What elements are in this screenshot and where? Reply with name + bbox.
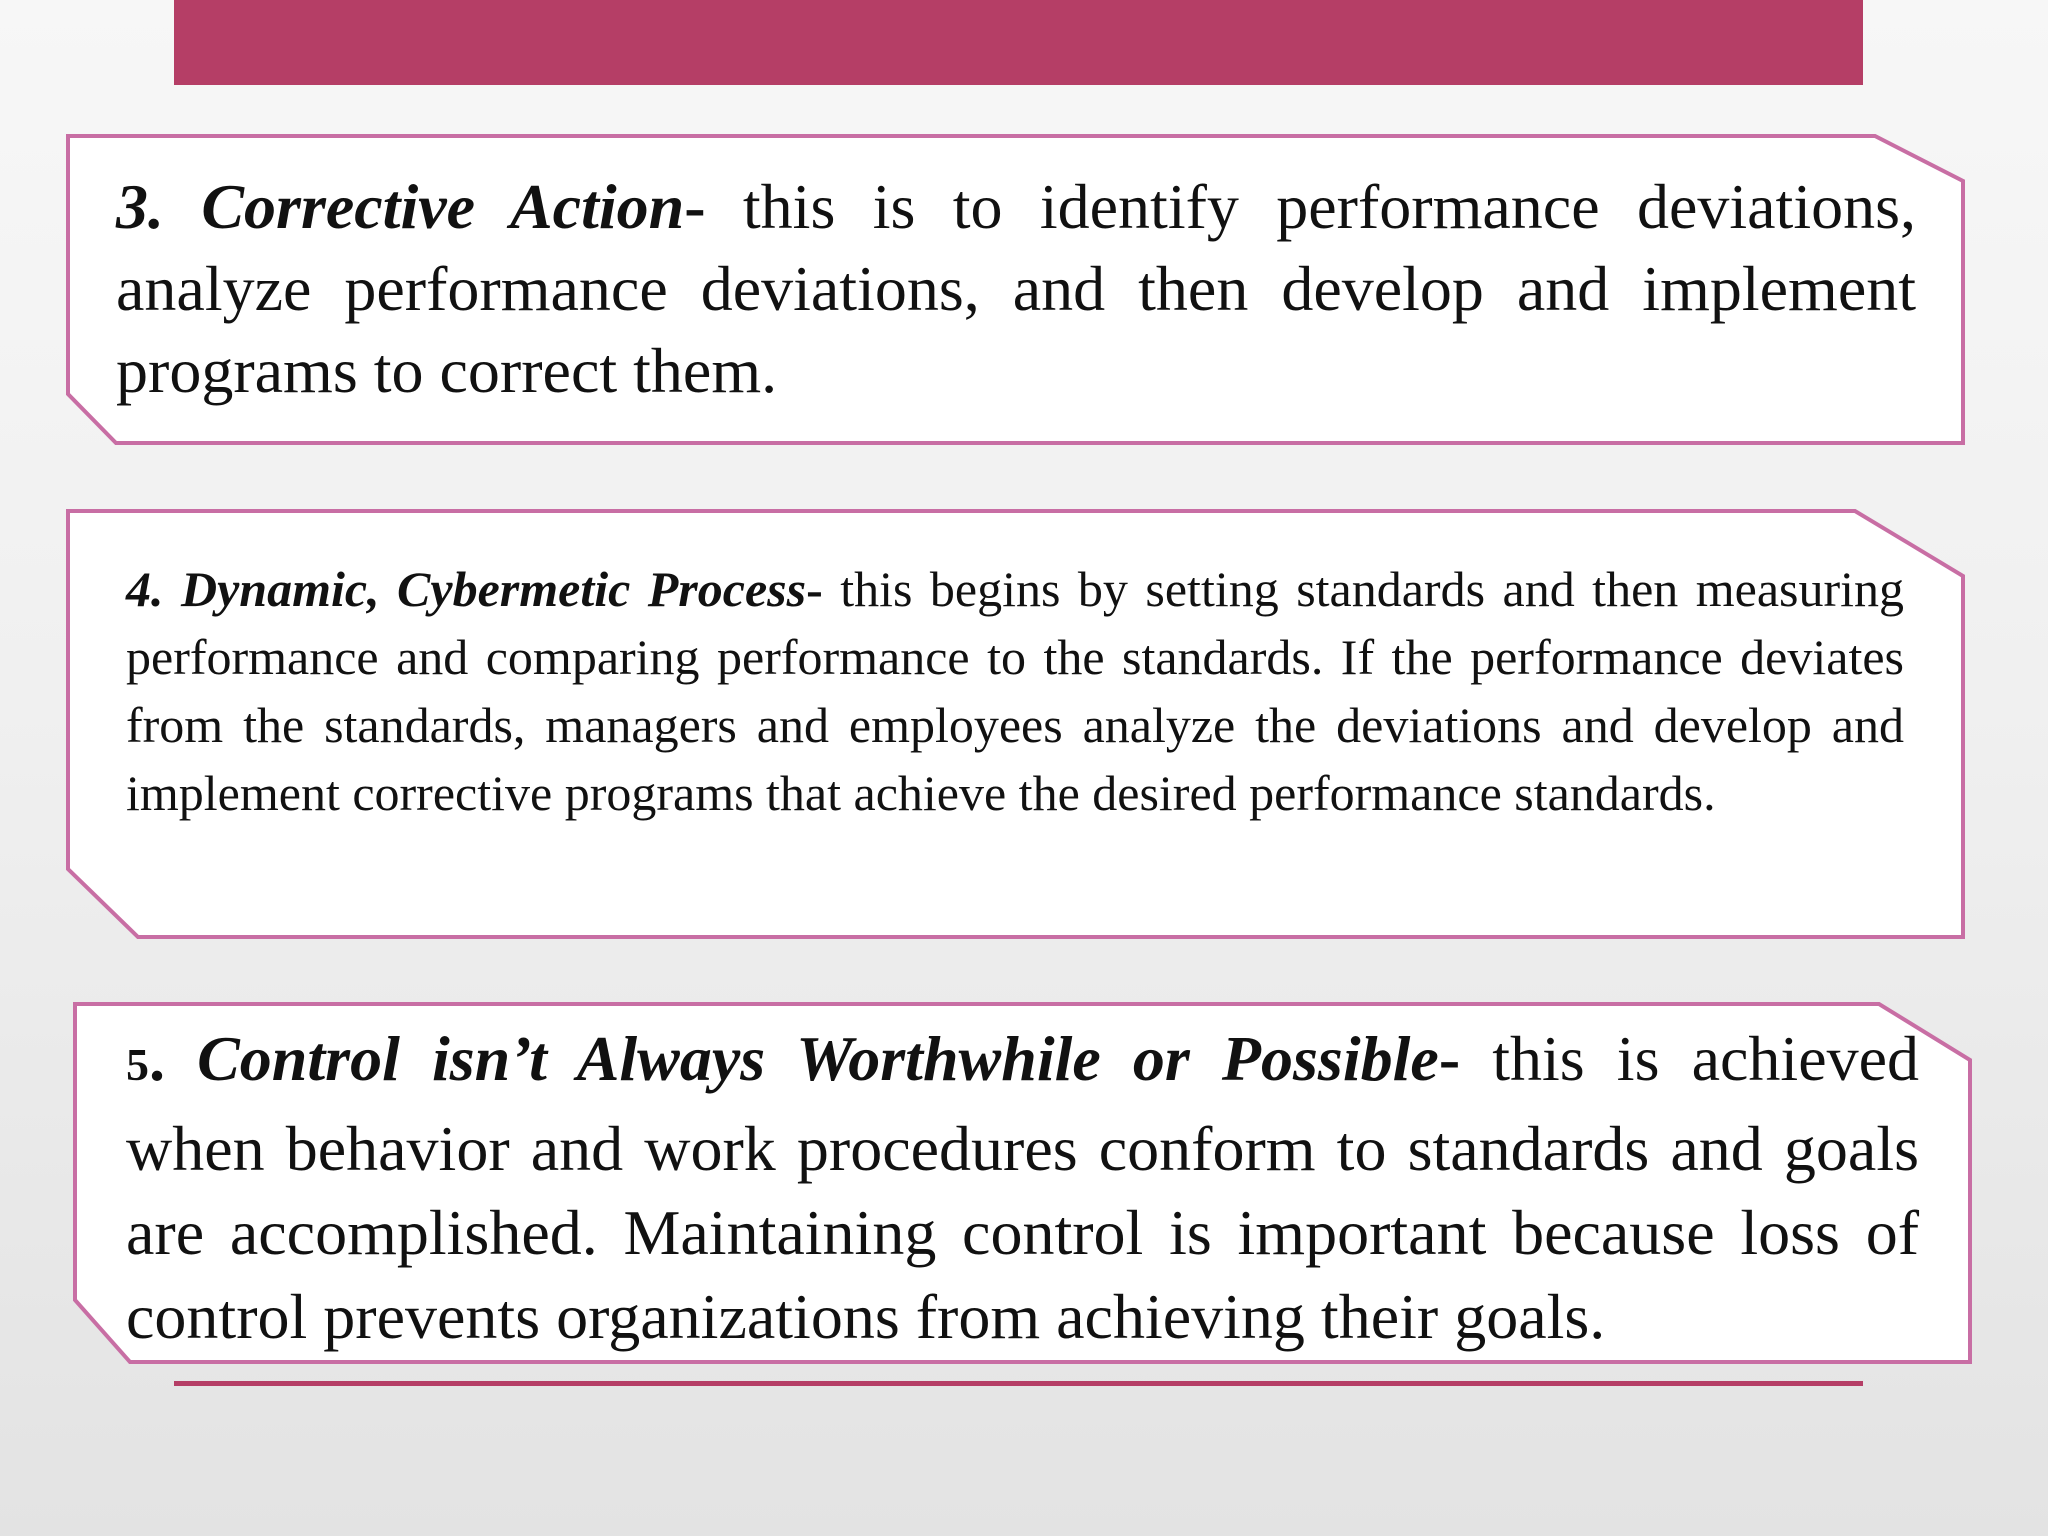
card-control-worthwhile bbox=[73, 1002, 1972, 1364]
item-body: this begins by setting standards and then measuring performance and comparing performance to the standards. If the performance deviates from the standards, managers and employees analyze the deviations and develop and implement corrective programs that achieve the desired performance standards. bbox=[126, 561, 1905, 821]
item-body: this is achieved when behavior and work procedures conform to standards and goals are accomplished. Maintaining control is important because loss of control prevents organizations from achieving their goals. bbox=[126, 1023, 1920, 1352]
top-accent-bar bbox=[174, 0, 1863, 85]
item-number-suffix: . bbox=[149, 1023, 165, 1094]
card-text bbox=[126, 555, 1904, 827]
item-body: this is to identify performance deviations, analyze performance deviations, and then develop and implement programs to correct them. bbox=[116, 171, 1917, 406]
card-corrective-action bbox=[66, 134, 1965, 445]
item-number: 5 bbox=[126, 1039, 149, 1090]
item-dash: - bbox=[1438, 1023, 1461, 1094]
card-text bbox=[126, 1017, 1919, 1359]
item-heading: Corrective Action bbox=[201, 171, 685, 242]
item-number: 3. bbox=[116, 171, 164, 242]
item-heading: Dynamic, Cybermetic Process bbox=[180, 561, 807, 617]
bottom-accent-rule bbox=[174, 1381, 1863, 1386]
item-dash: - bbox=[806, 561, 823, 617]
card-dynamic-process bbox=[66, 509, 1965, 939]
item-heading: Control isn’t Always Worthwhile or Possible bbox=[197, 1023, 1439, 1094]
item-number: 4. bbox=[126, 561, 164, 617]
card-text bbox=[116, 166, 1916, 412]
item-dash: - bbox=[684, 171, 706, 242]
